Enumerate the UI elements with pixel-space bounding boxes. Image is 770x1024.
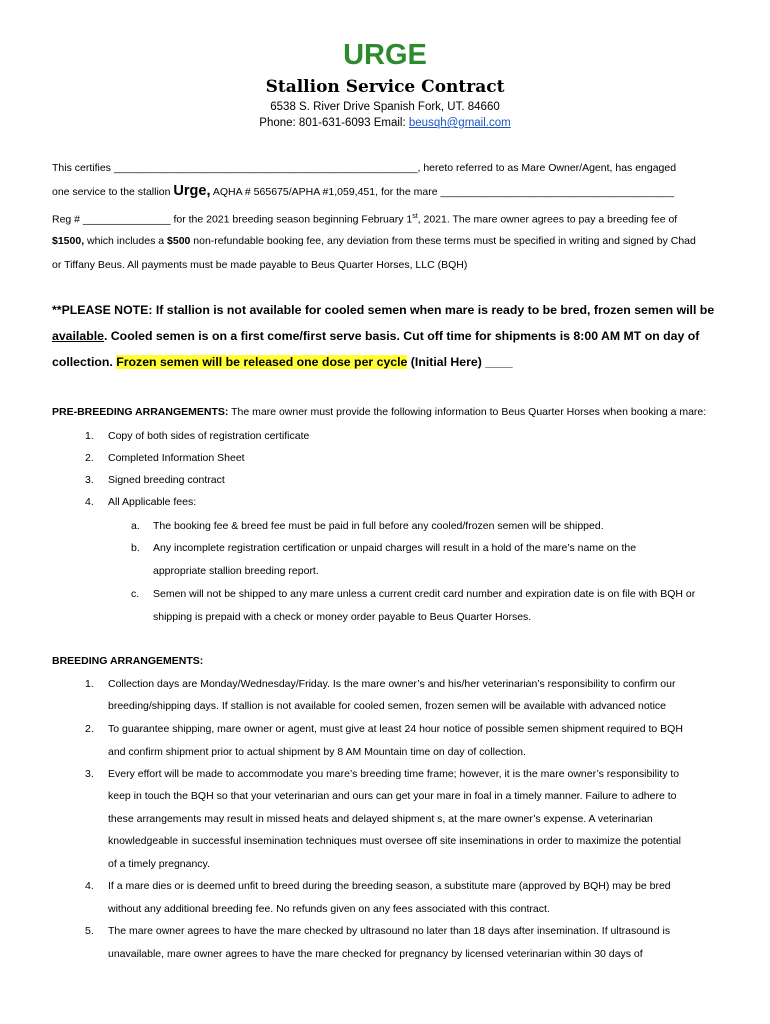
certify-text: which includes a — [84, 235, 168, 247]
section-heading: BREEDING ARRANGEMENTS: — [52, 655, 204, 667]
sub-item: The booking fee & breed fee must be paid in full before any cooled/frozen semen will be shipped. — [153, 520, 604, 532]
list-number: 1. — [85, 678, 94, 690]
note-text: (Initial Here) ____ — [407, 355, 513, 369]
list-item-cont: unavailable, mare owner agrees to have the mare checked for pregnancy by licensed veterinarian within 30 days of — [108, 948, 643, 960]
sub-letter: c. — [131, 588, 140, 600]
list-item-cont: these arrangements may result in missed heats and delayed shipment s, at the mare owner’s expense. A veterinarian — [108, 813, 653, 825]
superscript: st — [412, 213, 418, 220]
certify-text: Reg # _______________ for the 2021 breeding season beginning February 1 — [52, 213, 413, 226]
list-item: All Applicable fees: — [108, 496, 197, 508]
list-item-cont: of a timely pregnancy. — [108, 858, 210, 870]
list-number: 3. — [85, 768, 94, 780]
certify-text: one service to the stallion — [52, 186, 174, 198]
list-item-cont: keep in touch the BQH so that your veterinarian and ours can get your mare in foal in a timely manner. Failure to adhere to — [108, 790, 677, 802]
list-item: Signed breeding contract — [108, 474, 225, 486]
note-line-2 — [52, 328, 722, 344]
list-item: Copy of both sides of registration certificate — [108, 430, 310, 442]
note-text: collection. — [52, 355, 117, 369]
note-underlined: available — [52, 329, 104, 343]
note-line-1: **PLEASE NOTE: If stallion is not available for cooled semen when mare is ready to be bred, frozen semen will be — [52, 303, 715, 317]
sub-letter: b. — [131, 542, 140, 554]
sub-item: Any incomplete registration certification or unpaid charges will result in a hold of the mare’s name on the — [153, 542, 637, 554]
list-item: Completed Information Sheet — [108, 452, 245, 464]
list-item-cont: and confirm shipment prior to actual shipment by 8 AM Mountain time on day of collection. — [108, 746, 526, 758]
certify-line-1: This certifies ____________________________________________________, hereto referred to as Mare Owner/Agent, has engaged — [52, 162, 677, 174]
certify-line-4 — [52, 234, 722, 248]
email-link[interactable]: beusqh@gmail.com — [408, 117, 511, 129]
list-number: 2. — [85, 452, 94, 464]
certify-text: AQHA # 565675/APHA #1,059,451, for the mare ________________________________________ — [210, 186, 675, 198]
list-item: Collection days are Monday/Wednesday/Friday. Is the mare owner’s and his/her veterinarian’s responsibility to confirm our — [108, 678, 676, 690]
certify-line-5: or Tiffany Beus. All payments must be made payable to Beus Quarter Horses, LLC (BQH) — [52, 259, 468, 271]
list-number: 4. — [85, 880, 94, 892]
certify-line-2 — [52, 184, 722, 199]
note-highlight: Frozen semen will be released one dose per cycle — [116, 355, 408, 369]
list-item-cont: knowledgeable in successful insemination techniques must oversee off site inseminations in order to maximize the potential — [108, 835, 681, 847]
list-number: 4. — [85, 496, 94, 508]
sub-letter: a. — [131, 520, 140, 532]
list-number: 5. — [85, 925, 94, 937]
stallion-name: Urge, — [173, 183, 211, 199]
page-title: URGE — [343, 39, 427, 71]
sub-item-cont: appropriate stallion breeding report. — [153, 565, 319, 577]
sub-item: Semen will not be shipped to any mare unless a current credit card number and expiration date is on file with BQH or — [153, 588, 696, 600]
breeding-heading — [52, 654, 203, 668]
list-item: Every effort will be made to accommodate you mare’s breeding time frame; however, it is the mare owner’s responsibility to — [108, 768, 680, 780]
prebreeding-intro — [52, 405, 706, 419]
list-item: To guarantee shipping, mare owner or agent, must give at least 24 hour notice of possible semen shipment required to BQH — [108, 723, 683, 735]
note-line-3 — [52, 354, 722, 370]
certify-text: non-refundable booking fee, any deviation from these terms must be specified in writing and signed by Chad — [190, 235, 696, 247]
section-heading: PRE-BREEDING ARRANGEMENTS: — [52, 406, 229, 418]
address: 6538 S. River Drive Spanish Fork, UT. 84660 — [270, 101, 500, 113]
list-number: 1. — [85, 430, 94, 442]
note-text: . Cooled semen is on a first come/first serve basis. Cut off time for shipments is 8:00 AM MT on day of — [103, 329, 700, 343]
contract-subtitle: Stallion Service Contract — [265, 77, 505, 97]
breeding-fee: $1500, — [52, 235, 85, 247]
certify-line-3 — [52, 210, 722, 227]
contact-line — [0, 116, 770, 131]
list-item: If a mare dies or is deemed unfit to breed during the breeding season, a substitute mare (approved by BQH) may be bred — [108, 880, 671, 892]
list-item: The mare owner agrees to have the mare checked by ultrasound no later than 18 days after insemination. If ultrasound is — [108, 925, 671, 937]
list-number: 2. — [85, 723, 94, 735]
certify-text: , 2021. The mare owner agrees to pay a breeding fee of — [417, 213, 678, 226]
phone-text: Phone: 801-631-6093 Email: — [259, 117, 409, 129]
section-intro: The mare owner must provide the following information to Beus Quarter Horses when booking a mare: — [228, 406, 707, 418]
booking-fee: $500 — [167, 235, 191, 247]
list-item-cont: without any additional breeding fee. No refunds given on any fees associated with this contract. — [108, 903, 550, 915]
sub-item-cont: shipping is prepaid with a check or money order payable to Beus Quarter Horses. — [153, 611, 532, 623]
list-number: 3. — [85, 474, 94, 486]
list-item-cont: breeding/shipping days. If stallion is not available for cooled semen, frozen semen will be available with advanced notice — [108, 700, 666, 712]
